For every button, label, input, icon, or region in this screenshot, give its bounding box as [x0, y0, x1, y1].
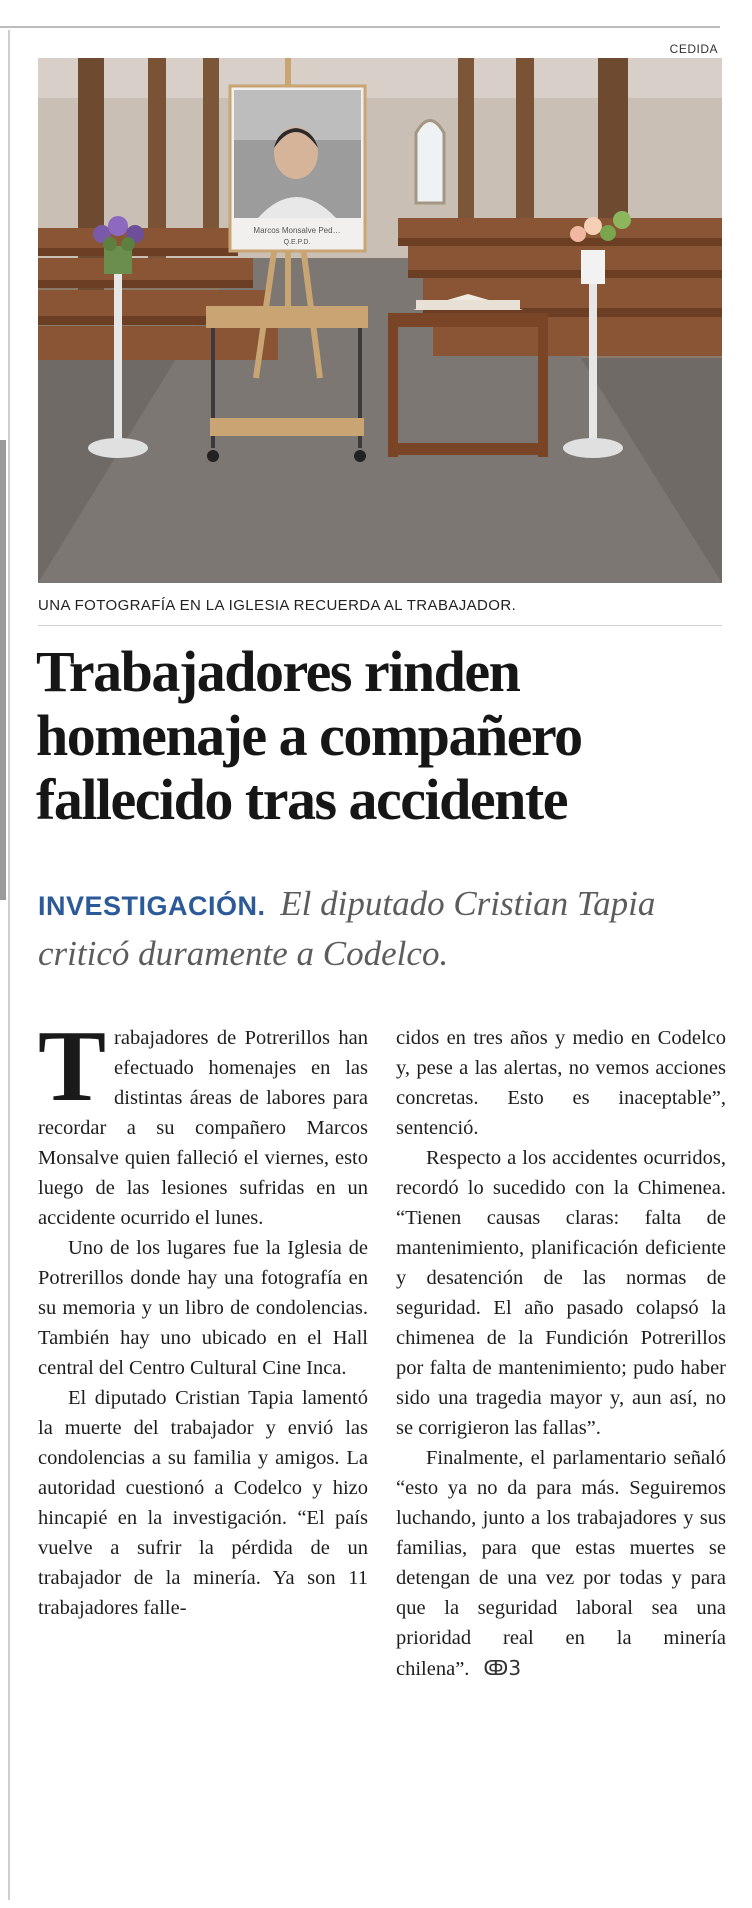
kicker: INVESTIGACIÓN.	[38, 891, 266, 921]
paragraph	[396, 1443, 726, 1684]
paragraph-text: Finalmente, el parlamentario señaló “esto ya no da para más. Seguiremos luchando, junto a los trabajadores y sus familias, para que estas muertes se detengan de una vez por todas y para que la seguridad laboral sea una prioridad real en la minería chilena”.	[396, 1447, 726, 1680]
deck-text: El diputado Cristian Tapia criticó duramente a Codelco.	[38, 884, 656, 973]
headline	[36, 640, 726, 832]
portrait-rip-label: Q.E.P.D.	[283, 239, 311, 246]
paragraph	[38, 1010, 368, 1233]
paragraph-text: rabajadores de Potrerillos han efectuado homenajes en las distintas áreas de labores para recordar a su compañero Marcos Monsalve quien falleció el viernes, esto luego de las lesiones sufridas en un accidente ocurrido el lunes.	[38, 1027, 368, 1229]
paragraph: cidos en tres años y medio en Codelco y, pese a las alertas, no vemos acciones concretas. Esto es inaceptable”, sentenció.	[396, 1027, 726, 1139]
church-photo	[38, 58, 722, 583]
headline-line: homenaje a compañero	[36, 703, 582, 768]
page-edge-mark	[0, 440, 6, 900]
headline-line: fallecido tras accidente	[36, 767, 567, 832]
paragraph: Respecto a los accidentes ocurridos, recordó lo sucedido con la Chimenea. “Tienen causas claras: falta de mantenimiento, planificación deficiente y desatención de las normas de seguridad. El año pasado colapsó la chimenea de la Fundición Potrerillos por falta de mantenimiento; pudo haber sido una tragedia mayor y, aun así, no se corrigieron las fallas”.	[396, 1147, 726, 1439]
photo-caption: UNA FOTOGRAFÍA EN LA IGLESIA RECUERDA AL TRABAJADOR.	[38, 597, 517, 614]
paragraph: Uno de los lugares fue la Iglesia de Potrerillos donde hay una fotografía en su memoria y un libro de condolencias. También hay uno ubicado en el Hall central del Centro Cultural Cine Inca.	[38, 1237, 368, 1379]
paragraph: El diputado Cristian Tapia lamentó la muerte del trabajador y envió las condolencias a su familia y amigos. La autoridad cuestionó a Codelco y hizo hincapié en la investigación. “El país vuelve a sufrir la pérdida de un trabajador de la minería. Ya son 11 trabajadores falle-	[38, 1387, 368, 1619]
drop-cap: T	[38, 1010, 107, 1123]
column-rule	[8, 30, 10, 1900]
subheadline	[38, 880, 722, 978]
caption-divider	[38, 625, 722, 626]
top-rule	[0, 26, 720, 28]
headline-line: Trabajadores rinden	[36, 639, 520, 704]
article-column-1	[38, 1010, 368, 1623]
photo-credit: CEDIDA	[669, 42, 718, 56]
end-mark: ↂ3	[483, 1656, 522, 1680]
article-column-2	[396, 1023, 726, 1684]
portrait-name-label: Marcos Monsalve Ped…	[253, 226, 341, 235]
